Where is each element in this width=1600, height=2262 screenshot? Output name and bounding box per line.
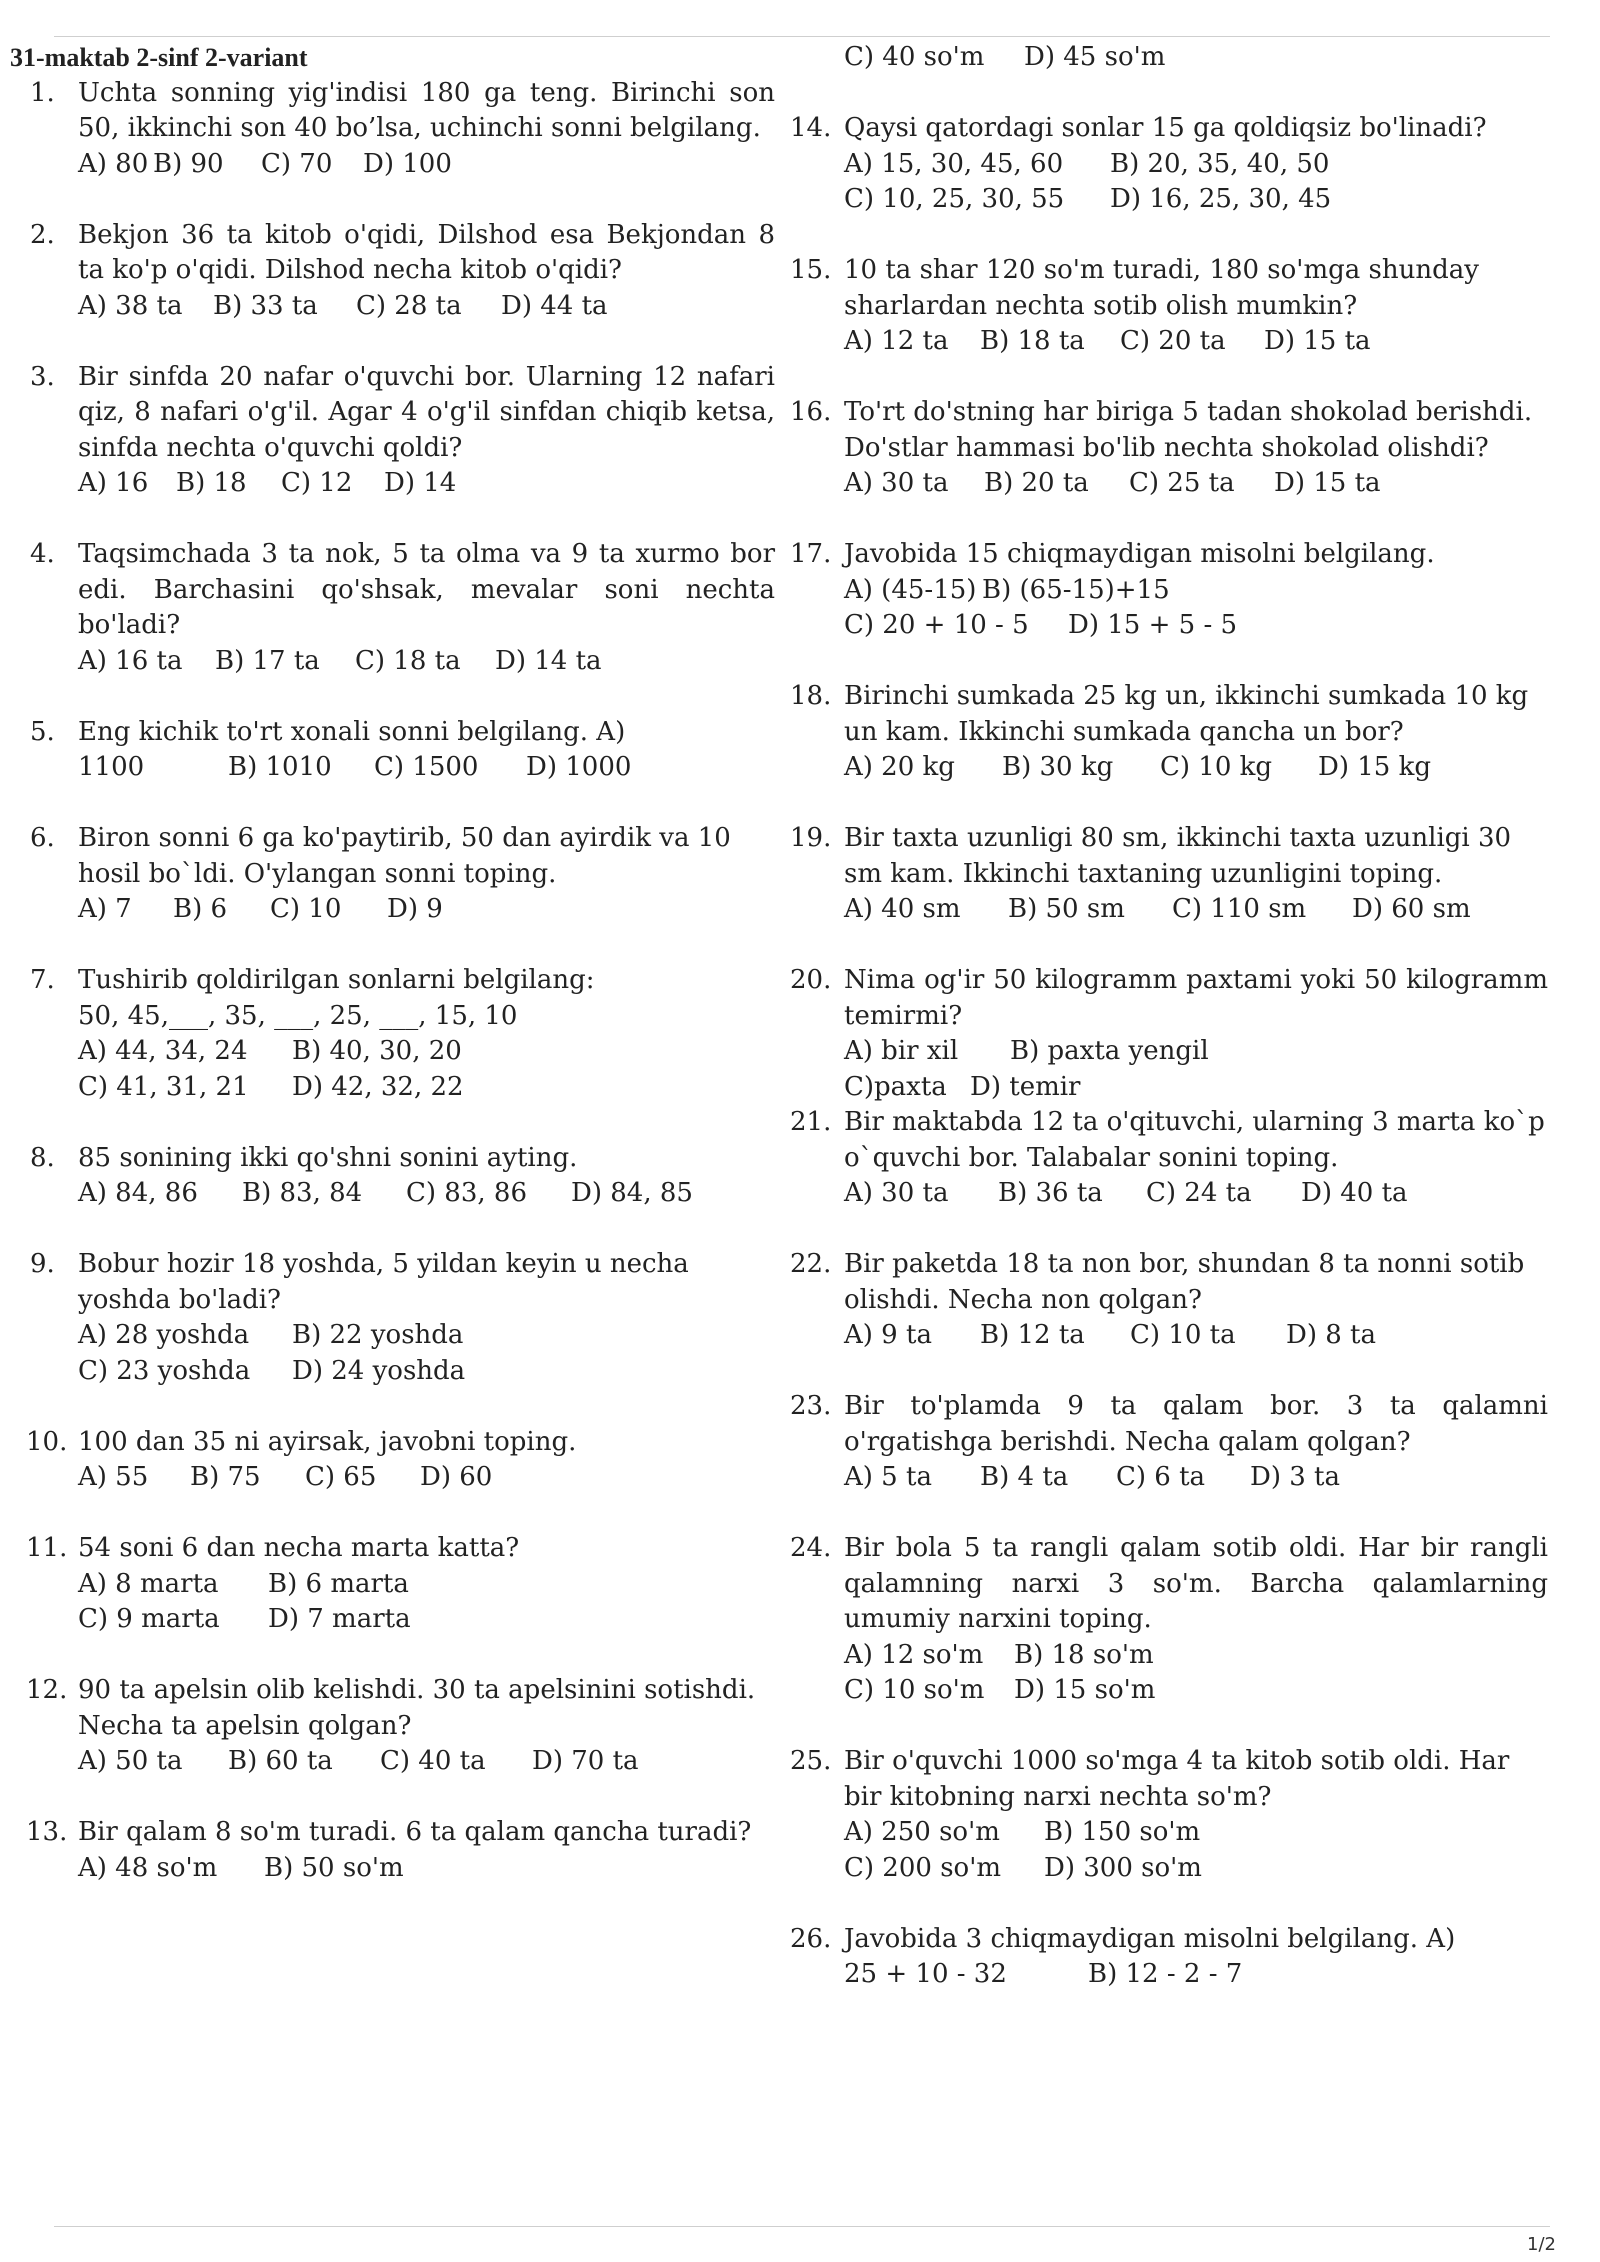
option-d[interactable]: D) 40 ta	[1301, 1178, 1408, 1208]
option-c[interactable]: C) 10 so'm	[844, 1675, 985, 1705]
question-13-continued	[790, 40, 1548, 76]
question-text: Bir paketda 18 ta non bor, shundan 8 ta nonni sotib olishdi. Necha non qolgan?	[844, 1249, 1525, 1315]
answer-options	[844, 1673, 1548, 1709]
question-number: 8.	[30, 1142, 55, 1173]
option-c[interactable]: C)paxta	[844, 1071, 947, 1102]
question-text: 100 dan 35 ni ayirsak, javobni toping.	[78, 1426, 577, 1457]
option-a[interactable]: A) 8 marta	[78, 1568, 219, 1599]
question-22	[790, 1247, 1548, 1354]
answer-options	[78, 1602, 775, 1638]
answer-options	[78, 750, 775, 786]
question-number: 21.	[790, 1107, 832, 1137]
answer-options	[78, 892, 775, 928]
question-text: Bir bola 5 ta rangli qalam sotib oldi. Har bir rangli qalamning narxi 3 so'm. Barcha qalamlarning umumiy narxini toping.	[844, 1533, 1548, 1634]
option-d[interactable]: D) 70 ta	[532, 1746, 639, 1776]
option-d[interactable]: D) 42, 32, 22	[292, 1071, 464, 1102]
answer-options	[844, 1070, 1548, 1106]
number-sequence: 50, 45,___, 35, ___, 25, ___, 15, 10	[78, 1000, 518, 1031]
option-b[interactable]: B) 50 so'm	[264, 1852, 404, 1883]
option-c[interactable]: C) 20 ta	[1120, 326, 1226, 356]
option-d[interactable]: D) 1000	[526, 752, 632, 782]
question-number: 14.	[790, 113, 832, 143]
question-15	[790, 253, 1548, 360]
option-d[interactable]: D) 3 ta	[1250, 1462, 1341, 1492]
question-1	[0, 76, 775, 183]
answer-options	[844, 1957, 1548, 1993]
question-text: Nima og'ir 50 kilogramm paxtami yoki 50 kilogramm temirmi?	[844, 965, 1548, 1031]
page-title: 31-maktab 2-sinf 2-variant	[10, 43, 308, 72]
option-b[interactable]: B) 90	[153, 148, 224, 179]
question-number: 7.	[30, 965, 55, 995]
question-text: Javobida 3 chiqmaydigan misolni belgilang. A)	[844, 1923, 1456, 1954]
option-b[interactable]: B) 18	[176, 468, 247, 498]
question-text: Bobur hozir 18 yoshda, 5 yildan keyin u necha yoshda bo'ladi?	[78, 1249, 689, 1315]
question-number: 19.	[790, 823, 832, 853]
answer-options	[78, 1034, 775, 1070]
question-12	[0, 1673, 775, 1780]
option-c[interactable]: C) 28 ta	[356, 290, 462, 321]
question-26	[790, 1922, 1548, 1993]
question-16	[790, 395, 1548, 502]
question-number: 1.	[30, 77, 55, 108]
option-d[interactable]: D) temir	[970, 1071, 1081, 1102]
question-8	[0, 1141, 775, 1212]
question-number: 11.	[26, 1533, 68, 1563]
question-13	[0, 1815, 775, 1886]
option-b[interactable]: B) 30 kg	[1002, 752, 1114, 782]
answer-options	[78, 1176, 775, 1212]
right-column	[790, 40, 1548, 1993]
option-a[interactable]: A) 7	[78, 894, 132, 924]
question-text: Birinchi sumkada 25 kg un, ikkinchi sumkada 10 kg un kam. Ikkinchi sumkada qancha un bor?	[844, 681, 1529, 747]
option-c[interactable]: C) 65	[305, 1462, 377, 1492]
question-number: 2.	[30, 219, 55, 250]
answer-options	[78, 289, 775, 325]
option-a[interactable]: A) 55	[78, 1462, 149, 1492]
option-a[interactable]: A) 30 ta	[844, 468, 949, 498]
answer-options	[78, 1460, 775, 1496]
option-b[interactable]: B) 36 ta	[998, 1178, 1103, 1208]
option-a[interactable]: A) bir xil	[844, 1036, 959, 1066]
option-d[interactable]: D) 15 kg	[1318, 752, 1432, 782]
question-20	[790, 963, 1548, 1105]
page-number: 1/2	[1527, 2234, 1556, 2255]
option-b[interactable]: B) 6	[173, 894, 228, 924]
option-a[interactable]: A) (45-15)	[844, 574, 977, 605]
answer-options	[844, 1034, 1548, 1070]
option-a[interactable]: A) 48 so'm	[78, 1852, 218, 1883]
left-column	[0, 40, 775, 1886]
option-a[interactable]: A) 15, 30, 45, 60	[844, 148, 1064, 179]
question-number: 15.	[790, 255, 832, 285]
option-d[interactable]: D) 16, 25, 30, 45	[1110, 184, 1332, 214]
question-text: Bir qalam 8 so'm turadi. 6 ta qalam qancha turadi?	[78, 1817, 752, 1847]
option-b[interactable]: B) 6 marta	[268, 1568, 409, 1599]
option-c[interactable]: C) 10	[270, 894, 342, 924]
question-text: 90 ta apelsin olib kelishdi. 30 ta apelsinini sotishdi. Necha ta apelsin qolgan?	[78, 1675, 756, 1741]
answer-options	[844, 466, 1548, 502]
option-b[interactable]: B) 12 - 2 - 7	[1088, 1959, 1243, 1989]
question-number: 13.	[26, 1817, 68, 1847]
option-b[interactable]: B) 22 yoshda	[292, 1320, 464, 1350]
question-text: 85 sonining ikki qo'shni sonini ayting.	[78, 1142, 578, 1173]
option-d[interactable]: D) 8 ta	[1286, 1320, 1377, 1350]
question-7	[0, 963, 775, 1105]
answer-options	[844, 1176, 1548, 1212]
question-text: Tushirib qoldirilgan sonlarni belgilang:	[78, 965, 595, 995]
question-9	[0, 1247, 775, 1389]
question-19	[790, 821, 1548, 928]
option-a[interactable]: A) 44, 34, 24	[78, 1036, 248, 1066]
option-a[interactable]: A) 12 so'm	[844, 1639, 984, 1670]
option-b[interactable]: B) 150 so'm	[1044, 1817, 1201, 1847]
option-d[interactable]: D) 300 so'm	[1044, 1852, 1202, 1883]
option-b[interactable]: B) paxta yengil	[1010, 1036, 1209, 1066]
bottom-rule	[54, 2226, 1550, 2227]
answer-options	[78, 1851, 775, 1887]
question-text: Eng kichik to'rt xonali sonni belgilang. A)	[78, 716, 626, 747]
option-a[interactable]: A) 84, 86	[78, 1178, 198, 1208]
question-number: 25.	[790, 1746, 832, 1776]
option-b[interactable]: B) 75	[190, 1462, 261, 1492]
option-d[interactable]: D) 60	[420, 1462, 493, 1492]
answer-options	[78, 1567, 775, 1603]
answer-options	[844, 1318, 1548, 1354]
answer-options	[844, 324, 1548, 360]
question-number: 6.	[30, 823, 55, 853]
option-b[interactable]: B) 17 ta	[215, 645, 320, 676]
option-a[interactable]: A) 9 ta	[844, 1320, 932, 1350]
question-11	[0, 1531, 775, 1638]
answer-options	[78, 1354, 775, 1390]
option-c[interactable]: C) 40 so'm	[844, 42, 985, 72]
answer-options	[844, 892, 1548, 928]
option-b[interactable]: B) 33 ta	[213, 290, 318, 321]
question-number: 10.	[26, 1426, 68, 1457]
answer-options	[78, 147, 775, 183]
question-text: Bir maktabda 12 ta o'qituvchi, ularning 3 marta ko`p o`quvchi bor. Talabalar sonini toping.	[844, 1107, 1545, 1173]
question-number: 26.	[790, 1923, 832, 1954]
question-6	[0, 821, 775, 928]
option-c[interactable]: C) 200 so'm	[844, 1852, 1001, 1883]
option-c[interactable]: C) 25 ta	[1129, 468, 1235, 498]
answer-options	[78, 644, 775, 680]
option-b[interactable]: B) 18 ta	[980, 326, 1085, 356]
option-d[interactable]: D) 15 so'm	[1014, 1675, 1156, 1705]
question-17	[790, 537, 1548, 644]
option-a[interactable]: A) 28 yoshda	[78, 1320, 250, 1350]
question-10	[0, 1425, 775, 1496]
question-text: Bir o'quvchi 1000 so'mga 4 ta kitob sotib oldi. Har bir kitobning narxi nechta so'm?	[844, 1746, 1510, 1812]
option-a[interactable]: A) 16	[78, 468, 149, 498]
question-2	[0, 218, 775, 325]
question-text: Taqsimchada 3 ta nok, 5 ta olma va 9 ta xurmo bor edi. Barchasini qo'shsak, mevalar soni nechta bo'ladi?	[78, 539, 775, 640]
option-d[interactable]: D) 60 sm	[1352, 894, 1471, 924]
question-number: 23.	[790, 1391, 832, 1421]
question-text: Qaysi qatordagi sonlar 15 ga qoldiqsiz bo'linadi?	[844, 113, 1487, 143]
question-5	[0, 715, 775, 786]
answer-options	[844, 573, 1548, 609]
option-c[interactable]: C) 110 sm	[1172, 894, 1307, 924]
question-text: Bir taxta uzunligi 80 sm, ikkinchi taxta uzunligi 30 sm kam. Ikkinchi taxtaning uzunligini toping.	[844, 823, 1512, 889]
question-number: 24.	[790, 1533, 832, 1563]
answer-options	[844, 182, 1548, 218]
option-a[interactable]: A) 50 ta	[78, 1746, 183, 1776]
answer-options	[844, 1460, 1548, 1496]
question-14	[790, 111, 1548, 218]
option-c[interactable]: C) 18 ta	[355, 645, 461, 676]
question-text: Uchta sonning yig'indisi 180 ga teng. Birinchi son 50, ikkinchi son 40 bo’lsa, uchinchi sonni belgilang.	[78, 77, 775, 143]
question-3	[0, 360, 775, 502]
option-c[interactable]: C) 24 ta	[1146, 1178, 1252, 1208]
option-d[interactable]: D) 45 so'm	[1024, 42, 1166, 72]
option-a[interactable]: A) 40 sm	[844, 894, 961, 924]
answer-options	[78, 1744, 775, 1780]
option-a[interactable]: A) 20 kg	[844, 752, 955, 782]
option-b[interactable]: B) 83, 84	[242, 1178, 363, 1208]
option-c[interactable]: C) 23 yoshda	[78, 1355, 251, 1386]
option-b[interactable]: B) 40, 30, 20	[292, 1036, 462, 1066]
option-c[interactable]: C) 20 + 10 - 5	[844, 610, 1029, 640]
answer-options	[844, 147, 1548, 183]
answer-options	[844, 1851, 1548, 1887]
question-number: 18.	[790, 681, 832, 711]
question-text: Biron sonni 6 ga ko'paytirib, 50 dan ayirdik va 10 hosil bo`ldi. O'ylangan sonni toping.	[78, 823, 731, 889]
option-c[interactable]: C) 6 ta	[1116, 1462, 1206, 1492]
option-b[interactable]: B) 18 so'm	[1014, 1639, 1154, 1670]
option-a[interactable]: A) 5 ta	[844, 1462, 932, 1492]
question-text: To'rt do'stning har biriga 5 tadan shokolad berishdi. Do'stlar hammasi bo'lib nechta shokolad olishdi?	[844, 397, 1533, 463]
answer-options	[844, 608, 1548, 644]
answer-options	[78, 1070, 775, 1106]
option-a[interactable]: 25 + 10 - 32	[844, 1959, 1007, 1989]
answer-options	[78, 466, 775, 502]
option-d[interactable]: D) 9	[387, 894, 443, 924]
option-c[interactable]: C) 10, 25, 30, 55	[844, 184, 1065, 214]
question-number: 20.	[790, 965, 832, 995]
option-d[interactable]: D) 84, 85	[571, 1178, 693, 1208]
option-a[interactable]: A) 80	[78, 148, 149, 179]
option-b[interactable]: B) 20, 35, 40, 50	[1110, 148, 1330, 179]
option-a[interactable]: A) 16 ta	[78, 645, 183, 676]
question-number: 16.	[790, 397, 832, 427]
question-24	[790, 1531, 1548, 1709]
option-d[interactable]: D) 100	[363, 148, 452, 179]
question-23	[790, 1389, 1548, 1496]
option-c[interactable]: C) 41, 31, 21	[78, 1071, 249, 1102]
option-b[interactable]: B) 50 sm	[1008, 894, 1125, 924]
question-number: 12.	[26, 1675, 68, 1705]
question-text: Javobida 15 chiqmaydigan misolni belgilang.	[844, 539, 1435, 569]
option-c[interactable]: C) 12	[281, 468, 353, 498]
option-b[interactable]: B) 1010	[228, 752, 332, 782]
option-b[interactable]: B) 60 ta	[228, 1746, 333, 1776]
question-text: Bir to'plamda 9 ta qalam bor. 3 ta qalamni o'rgatishga berishdi. Necha qalam qolgan?	[844, 1391, 1548, 1457]
question-4	[0, 537, 775, 679]
option-c[interactable]: C) 10 ta	[1130, 1320, 1236, 1350]
option-d[interactable]: D) 15 + 5 - 5	[1068, 610, 1238, 640]
question-18	[790, 679, 1548, 786]
answer-options	[844, 40, 1548, 76]
option-c[interactable]: C) 83, 86	[406, 1178, 527, 1208]
answer-options	[78, 1318, 775, 1354]
question-number: 5.	[30, 716, 55, 747]
option-c[interactable]: C) 1500	[374, 752, 479, 782]
question-number: 3.	[30, 361, 55, 392]
option-a[interactable]: A) 12 ta	[844, 326, 949, 356]
question-text: 10 ta shar 120 so'm turadi, 180 so'mga shunday sharlardan nechta sotib olish mumkin?	[844, 255, 1479, 321]
question-text: Bekjon 36 ta kitob o'qidi, Dilshod esa Bekjondan 8 ta ko'p o'qidi. Dilshod necha kitob o'qidi?	[78, 219, 775, 285]
question-21	[790, 1105, 1548, 1212]
option-d[interactable]: D) 44 ta	[501, 290, 608, 321]
option-c[interactable]: C) 10 kg	[1160, 752, 1273, 782]
option-c[interactable]: C) 40 ta	[380, 1746, 486, 1776]
option-a[interactable]: 1100	[78, 752, 145, 782]
option-d[interactable]: D) 14 ta	[495, 645, 602, 676]
answer-options	[844, 750, 1548, 786]
question-text: 54 soni 6 dan necha marta katta?	[78, 1533, 520, 1563]
option-c[interactable]: C) 9 marta	[78, 1604, 220, 1634]
answer-options	[844, 1638, 1548, 1674]
option-b[interactable]: B) 12 ta	[980, 1320, 1085, 1350]
option-d[interactable]: D) 24 yoshda	[292, 1355, 466, 1386]
option-b[interactable]: B) 4 ta	[980, 1462, 1069, 1492]
option-b[interactable]: B) (65-15)+15	[982, 574, 1170, 605]
answer-options	[844, 1815, 1548, 1851]
question-text: Bir sinfda 20 nafar o'quvchi bor. Ularning 12 nafari qiz, 8 nafari o'g'il. Agar 4 o'g'il sinfdan chiqib ketsa, sinfda nechta o'quvchi qoldi?	[78, 361, 775, 463]
question-number: 17.	[790, 539, 832, 569]
option-b[interactable]: B) 20 ta	[984, 468, 1089, 498]
option-c[interactable]: C) 70	[261, 148, 333, 179]
question-number: 9.	[30, 1249, 55, 1279]
option-a[interactable]: A) 38 ta	[78, 290, 183, 321]
question-number: 4.	[30, 539, 55, 569]
option-d[interactable]: D) 15 ta	[1264, 326, 1371, 356]
option-a[interactable]: A) 30 ta	[844, 1178, 949, 1208]
option-a[interactable]: A) 250 so'm	[844, 1817, 1000, 1847]
option-d[interactable]: D) 7 marta	[268, 1604, 411, 1634]
option-d[interactable]: D) 14	[384, 468, 457, 498]
top-rule	[54, 36, 1550, 37]
question-number: 22.	[790, 1249, 832, 1279]
question-25	[790, 1744, 1548, 1886]
option-d[interactable]: D) 15 ta	[1274, 468, 1381, 498]
